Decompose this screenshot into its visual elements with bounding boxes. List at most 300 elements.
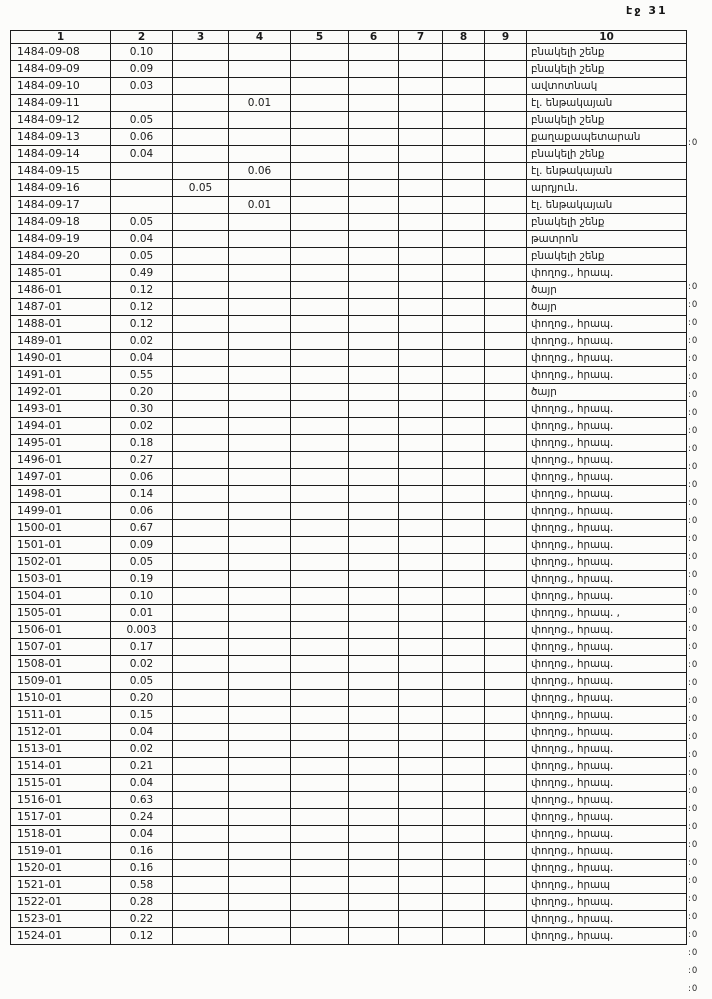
table-cell [485,792,527,809]
table-row [11,95,687,112]
table-cell: 1503-01 [11,571,111,588]
table-cell [229,639,291,656]
table-cell [399,163,443,180]
table-cell [485,384,527,401]
margin-mark: :0 [688,858,699,868]
table-cell [229,384,291,401]
table-cell [485,146,527,163]
table-cell [173,775,229,792]
table-cell [229,928,291,945]
table-cell [291,877,349,894]
table-cell: 0.12 [111,928,173,945]
table-row [11,741,687,758]
table-cell [485,350,527,367]
table-cell: 0.04 [111,350,173,367]
table-cell [229,707,291,724]
table-cell: 1515-01 [11,775,111,792]
table-cell [229,299,291,316]
table-cell [399,877,443,894]
table-cell [173,469,229,486]
table-cell [485,112,527,129]
table-cell [291,656,349,673]
table-cell [485,741,527,758]
table-row [11,775,687,792]
table-cell [291,537,349,554]
table-cell [291,214,349,231]
table-cell [291,911,349,928]
table-cell [173,248,229,265]
table-cell [443,724,485,741]
table-cell [173,146,229,163]
table-cell: 1491-01 [11,367,111,384]
table-cell: 0.003 [111,622,173,639]
table-cell [173,843,229,860]
table-cell [291,163,349,180]
margin-mark: :0 [688,390,699,400]
table-cell [291,435,349,452]
table-cell [349,316,399,333]
table-cell: փողոց., հրապ. [527,826,687,843]
table-cell [173,163,229,180]
margin-mark: :0 [688,138,699,148]
table-row [11,894,687,911]
margin-mark: :0 [688,570,699,580]
table-cell: փողոց., հրապ. [527,792,687,809]
table-cell [443,197,485,214]
table-cell [229,656,291,673]
table-cell [349,180,399,197]
table-cell [399,894,443,911]
table-cell [485,265,527,282]
table-cell: 0.19 [111,571,173,588]
table-cell: փողոց., հրապ. [527,724,687,741]
table-cell [173,78,229,95]
table-cell: 1485-01 [11,265,111,282]
table-cell [229,826,291,843]
table-cell: փողոց., հրապ. [527,775,687,792]
table-cell [485,622,527,639]
table-cell: փողոց., հրապ. [527,367,687,384]
column-header-10: 10 [527,31,687,44]
table-cell [443,503,485,520]
table-cell [349,588,399,605]
table-cell [443,860,485,877]
table-cell [485,843,527,860]
table-cell [291,299,349,316]
table-cell [291,792,349,809]
table-cell: 0.05 [111,214,173,231]
table-cell: 1488-01 [11,316,111,333]
table-cell: 1519-01 [11,843,111,860]
table-cell [349,775,399,792]
table-cell [229,537,291,554]
table-cell [291,741,349,758]
table-cell: 1501-01 [11,537,111,554]
table-cell [291,112,349,129]
table-cell: փողոց., հրապ. [527,333,687,350]
table-cell: փողոց., հրապ. [527,418,687,435]
table-cell [291,469,349,486]
table-cell: փողոց., հրապ. [527,350,687,367]
table-cell [399,180,443,197]
table-cell [399,197,443,214]
table-row [11,571,687,588]
table-cell: 1494-01 [11,418,111,435]
table-row [11,333,687,350]
table-cell [173,197,229,214]
table-cell [443,775,485,792]
margin-mark: :0 [688,318,699,328]
column-header-2: 2 [111,31,173,44]
table-cell [485,656,527,673]
table-row [11,911,687,928]
table-cell [173,758,229,775]
table-cell: փողոց., հրապ. [527,486,687,503]
table-row [11,61,687,78]
table-cell: ծայր [527,282,687,299]
table-cell [291,860,349,877]
table-cell [443,826,485,843]
table-cell [229,860,291,877]
table-cell: փողոց., հրապ. [527,435,687,452]
table-cell: 0.09 [111,537,173,554]
table-cell [485,520,527,537]
column-header-5: 5 [291,31,349,44]
table-cell: 0.27 [111,452,173,469]
table-cell [349,350,399,367]
table-cell [349,401,399,418]
table-cell [443,367,485,384]
margin-mark: :0 [688,408,699,418]
table-cell: 0.02 [111,741,173,758]
table-cell [485,826,527,843]
table-cell: փողոց., հրապ. [527,622,687,639]
table-cell [443,265,485,282]
table-cell [173,231,229,248]
table-cell [349,44,399,61]
table-cell: փողոց., հրապ. [527,401,687,418]
table-cell [399,639,443,656]
table-cell [485,673,527,690]
table-cell: բնակելի շենք [527,61,687,78]
table-row [11,928,687,945]
table-cell: 0.21 [111,758,173,775]
table-cell [173,741,229,758]
table-cell [229,894,291,911]
table-cell [229,605,291,622]
table-cell [443,741,485,758]
margin-mark: :0 [688,282,699,292]
table-cell [173,724,229,741]
table-cell: 1484-09-08 [11,44,111,61]
table-cell: փողոց., հրապ. [527,656,687,673]
table-cell [399,231,443,248]
table-cell [173,520,229,537]
column-header-4: 4 [229,31,291,44]
table-cell [399,95,443,112]
table-cell: փողոց., հրապ. [527,571,687,588]
table-cell: փողոց., հրապ. [527,265,687,282]
table-cell: 1490-01 [11,350,111,367]
table-cell: 1502-01 [11,554,111,571]
table-cell [443,554,485,571]
table-cell [291,78,349,95]
table-cell [399,571,443,588]
table-cell [349,911,399,928]
table-body [11,44,687,945]
table-cell [399,758,443,775]
table-cell [443,316,485,333]
table-row [11,673,687,690]
table-cell [229,452,291,469]
table-cell [485,469,527,486]
table-cell: 0.06 [111,469,173,486]
table-cell [229,112,291,129]
table-cell [291,928,349,945]
table-cell [443,843,485,860]
table-cell [229,775,291,792]
table-cell [229,401,291,418]
table-cell [229,282,291,299]
margin-mark: :0 [688,822,699,832]
table-cell [173,384,229,401]
table-cell [229,248,291,265]
table-cell [399,503,443,520]
table-cell: փողոց., հրապ. [527,673,687,690]
margin-mark: :0 [688,534,699,544]
table-cell [111,180,173,197]
table-cell [173,554,229,571]
table-cell [291,248,349,265]
table-cell [399,554,443,571]
table-cell: 1499-01 [11,503,111,520]
table-cell [173,350,229,367]
table-cell: 1497-01 [11,469,111,486]
table-cell [485,231,527,248]
table-cell [349,129,399,146]
table-cell: 0.01 [229,95,291,112]
table-cell: փողոց., հրապ. [527,690,687,707]
table-row [11,44,687,61]
table-cell: փողոց., հրապ. [527,741,687,758]
table-cell [443,673,485,690]
table-cell [443,384,485,401]
table-cell: 0.04 [111,146,173,163]
table-cell [349,673,399,690]
table-cell: արդյուն. [527,180,687,197]
table-row [11,401,687,418]
table-cell [291,401,349,418]
table-cell: 0.12 [111,282,173,299]
table-cell [349,112,399,129]
table-cell: 1484-09-12 [11,112,111,129]
table-cell [229,792,291,809]
table-cell [399,401,443,418]
table-cell [291,809,349,826]
table-cell [443,435,485,452]
table-cell [349,622,399,639]
table-cell: 0.06 [111,503,173,520]
table-cell: փողոց., հրապ. [527,860,687,877]
table-cell [229,673,291,690]
table-cell [229,146,291,163]
table-row [11,826,687,843]
table-cell [349,826,399,843]
table-cell [349,639,399,656]
table-cell [173,112,229,129]
table-cell [485,877,527,894]
table-cell [443,469,485,486]
table-cell [229,350,291,367]
margin-mark: :0 [688,552,699,562]
table-cell: 0.16 [111,843,173,860]
table-cell: 0.04 [111,826,173,843]
table-cell [443,452,485,469]
table-cell [291,282,349,299]
margin-mark: :0 [688,336,699,346]
table-cell: փողոց., հրապ. [527,639,687,656]
table-cell: 1489-01 [11,333,111,350]
table-cell [229,180,291,197]
table-cell: 0.17 [111,639,173,656]
table-cell [173,809,229,826]
table-cell [229,435,291,452]
table-cell: 1484-09-17 [11,197,111,214]
table-cell [349,384,399,401]
table-cell [485,197,527,214]
table-cell [173,826,229,843]
table-cell [349,741,399,758]
table-cell [485,758,527,775]
table-cell [349,248,399,265]
table-cell: 0.01 [111,605,173,622]
table-cell [485,894,527,911]
table-cell [291,690,349,707]
table-cell [229,911,291,928]
table-row [11,656,687,673]
table-cell [229,418,291,435]
table-row [11,78,687,95]
table-cell [349,469,399,486]
table-cell: բնակելի շենք [527,248,687,265]
table-cell [485,486,527,503]
table-cell [349,571,399,588]
table-cell: փողոց., հրապ. [527,554,687,571]
table-cell: 1507-01 [11,639,111,656]
table-cell [229,214,291,231]
table-cell [485,78,527,95]
margin-mark: :0 [688,768,699,778]
table-cell [291,146,349,163]
table-cell: քաղաքապետարան [527,129,687,146]
table-cell [291,384,349,401]
table-cell [291,724,349,741]
table-cell [229,265,291,282]
margin-marks-column [688,0,712,999]
table-cell [291,452,349,469]
table-row [11,707,687,724]
table-cell [399,486,443,503]
table-cell [291,197,349,214]
table-cell [173,401,229,418]
table-cell [485,775,527,792]
margin-mark: :0 [688,300,699,310]
table-cell: փողոց., հրապ. [527,809,687,826]
table-cell [229,333,291,350]
table-cell [443,299,485,316]
table-cell [291,673,349,690]
table-cell [443,418,485,435]
table-row [11,452,687,469]
table-row [11,316,687,333]
table-row [11,622,687,639]
table-cell: 0.63 [111,792,173,809]
table-cell: 0.22 [111,911,173,928]
table-row [11,520,687,537]
table-cell [349,860,399,877]
table-cell [291,520,349,537]
margin-mark: :0 [688,696,699,706]
table-cell: 0.16 [111,860,173,877]
table-row [11,197,687,214]
table-cell [349,928,399,945]
table-cell: 1514-01 [11,758,111,775]
table-cell [173,129,229,146]
table-cell [291,503,349,520]
table-cell [229,588,291,605]
table-cell [399,911,443,928]
table-cell [485,248,527,265]
table-cell: 1484-09-09 [11,61,111,78]
table-cell: 1495-01 [11,435,111,452]
margin-mark: :0 [688,894,699,904]
table-cell: 0.67 [111,520,173,537]
table-cell: ծայր [527,299,687,316]
table-cell [291,180,349,197]
table-cell [443,146,485,163]
table-cell [349,792,399,809]
table-cell: 1484-09-18 [11,214,111,231]
table-cell: 0.55 [111,367,173,384]
table-cell [399,741,443,758]
table-cell: 1523-01 [11,911,111,928]
table-row [11,860,687,877]
table-cell [443,231,485,248]
table-cell: 0.01 [229,197,291,214]
table-cell: 0.02 [111,418,173,435]
table-row [11,129,687,146]
table-cell [399,537,443,554]
column-header-9: 9 [485,31,527,44]
table-row [11,146,687,163]
table-cell [399,435,443,452]
table-cell [291,843,349,860]
table-cell [349,163,399,180]
table-cell [485,724,527,741]
table-cell [349,146,399,163]
table-cell: էլ. ենթակայան [527,197,687,214]
table-header-row [11,31,687,44]
table-row [11,588,687,605]
table-cell [485,418,527,435]
table-cell [485,316,527,333]
table-cell [399,826,443,843]
data-table [10,30,687,945]
table-cell: 0.15 [111,707,173,724]
margin-mark: :0 [688,444,699,454]
table-cell [443,928,485,945]
table-cell [399,316,443,333]
